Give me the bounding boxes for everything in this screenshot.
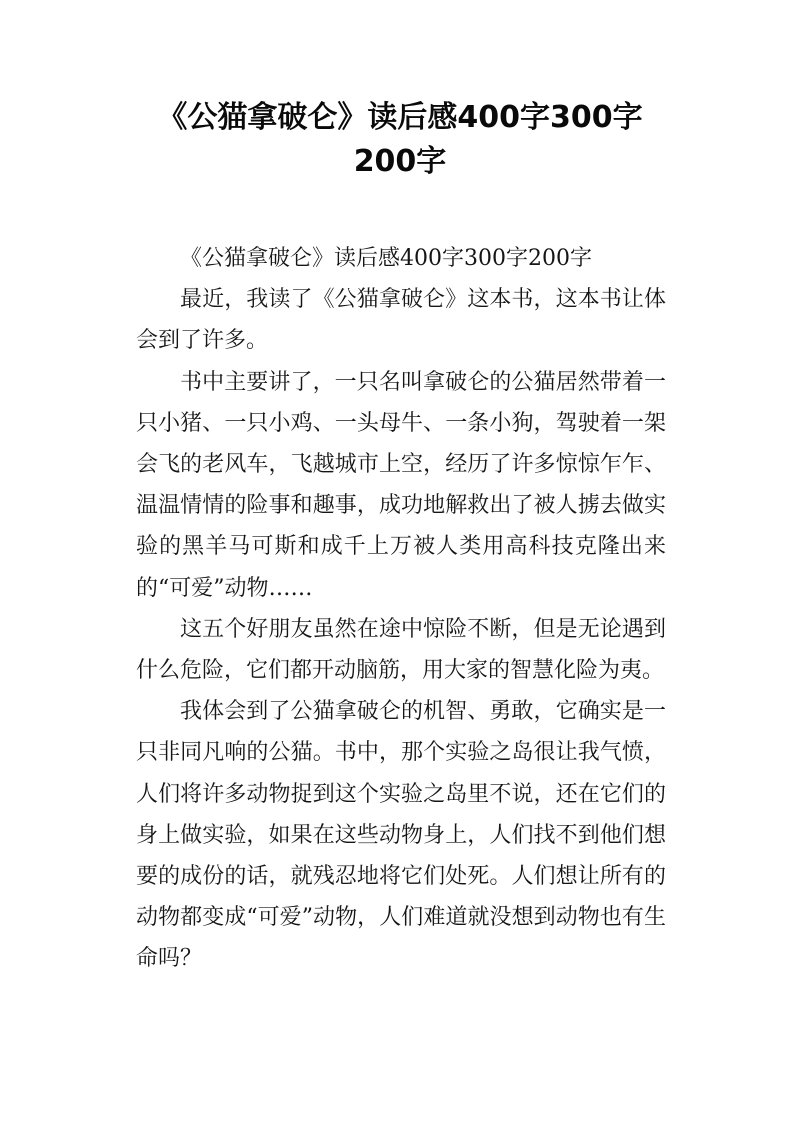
title-line-2: 200字 bbox=[353, 144, 447, 179]
paragraph-reflection: 我体会到了公猫拿破仑的机智、勇敢，它确实是一只非同凡响的公猫。书中，那个实验之岛很让我气愤，人们将许多动物捉到这个实验之岛里不说，还在它们的身上做实验，如果在这些动物身上，人们找不到他们想要的成份的话，就残忍地将它们处死。人们想让所有的动物都变成“可爱”动物，人们难道就没想到动物也有生命吗？ bbox=[136, 699, 666, 972]
paragraph-summary: 书中主要讲了，一只名叫拿破仑的公猫居然带着一只小猪、一只小鸡、一头母牛、一条小狗，驾驶着一架会飞的老风车，飞越城市上空，经历了许多惊惊乍乍、温温情情的险事和趣事，成功地解救出了被人掳去做实验的黑羊马可斯和成千上万被人类用高科技克隆出来的“可爱”动物…… bbox=[136, 369, 666, 601]
document-body bbox=[136, 238, 666, 980]
paragraph-subtitle: 《公猫拿破仑》读后感400字300字200字 bbox=[180, 246, 592, 271]
document-title bbox=[120, 96, 680, 184]
paragraph-friends: 这五个好朋友虽然在途中惊险不断，但是无论遇到什么危险，它们都开动脑筋，用大家的智慧化险为夷。 bbox=[136, 616, 666, 684]
paragraph-intro: 最近，我读了《公猫拿破仑》这本书，这本书让体会到了许多。 bbox=[136, 287, 666, 354]
title-line-1: 《公猫拿破仑》读后感400字300字 bbox=[157, 100, 643, 135]
